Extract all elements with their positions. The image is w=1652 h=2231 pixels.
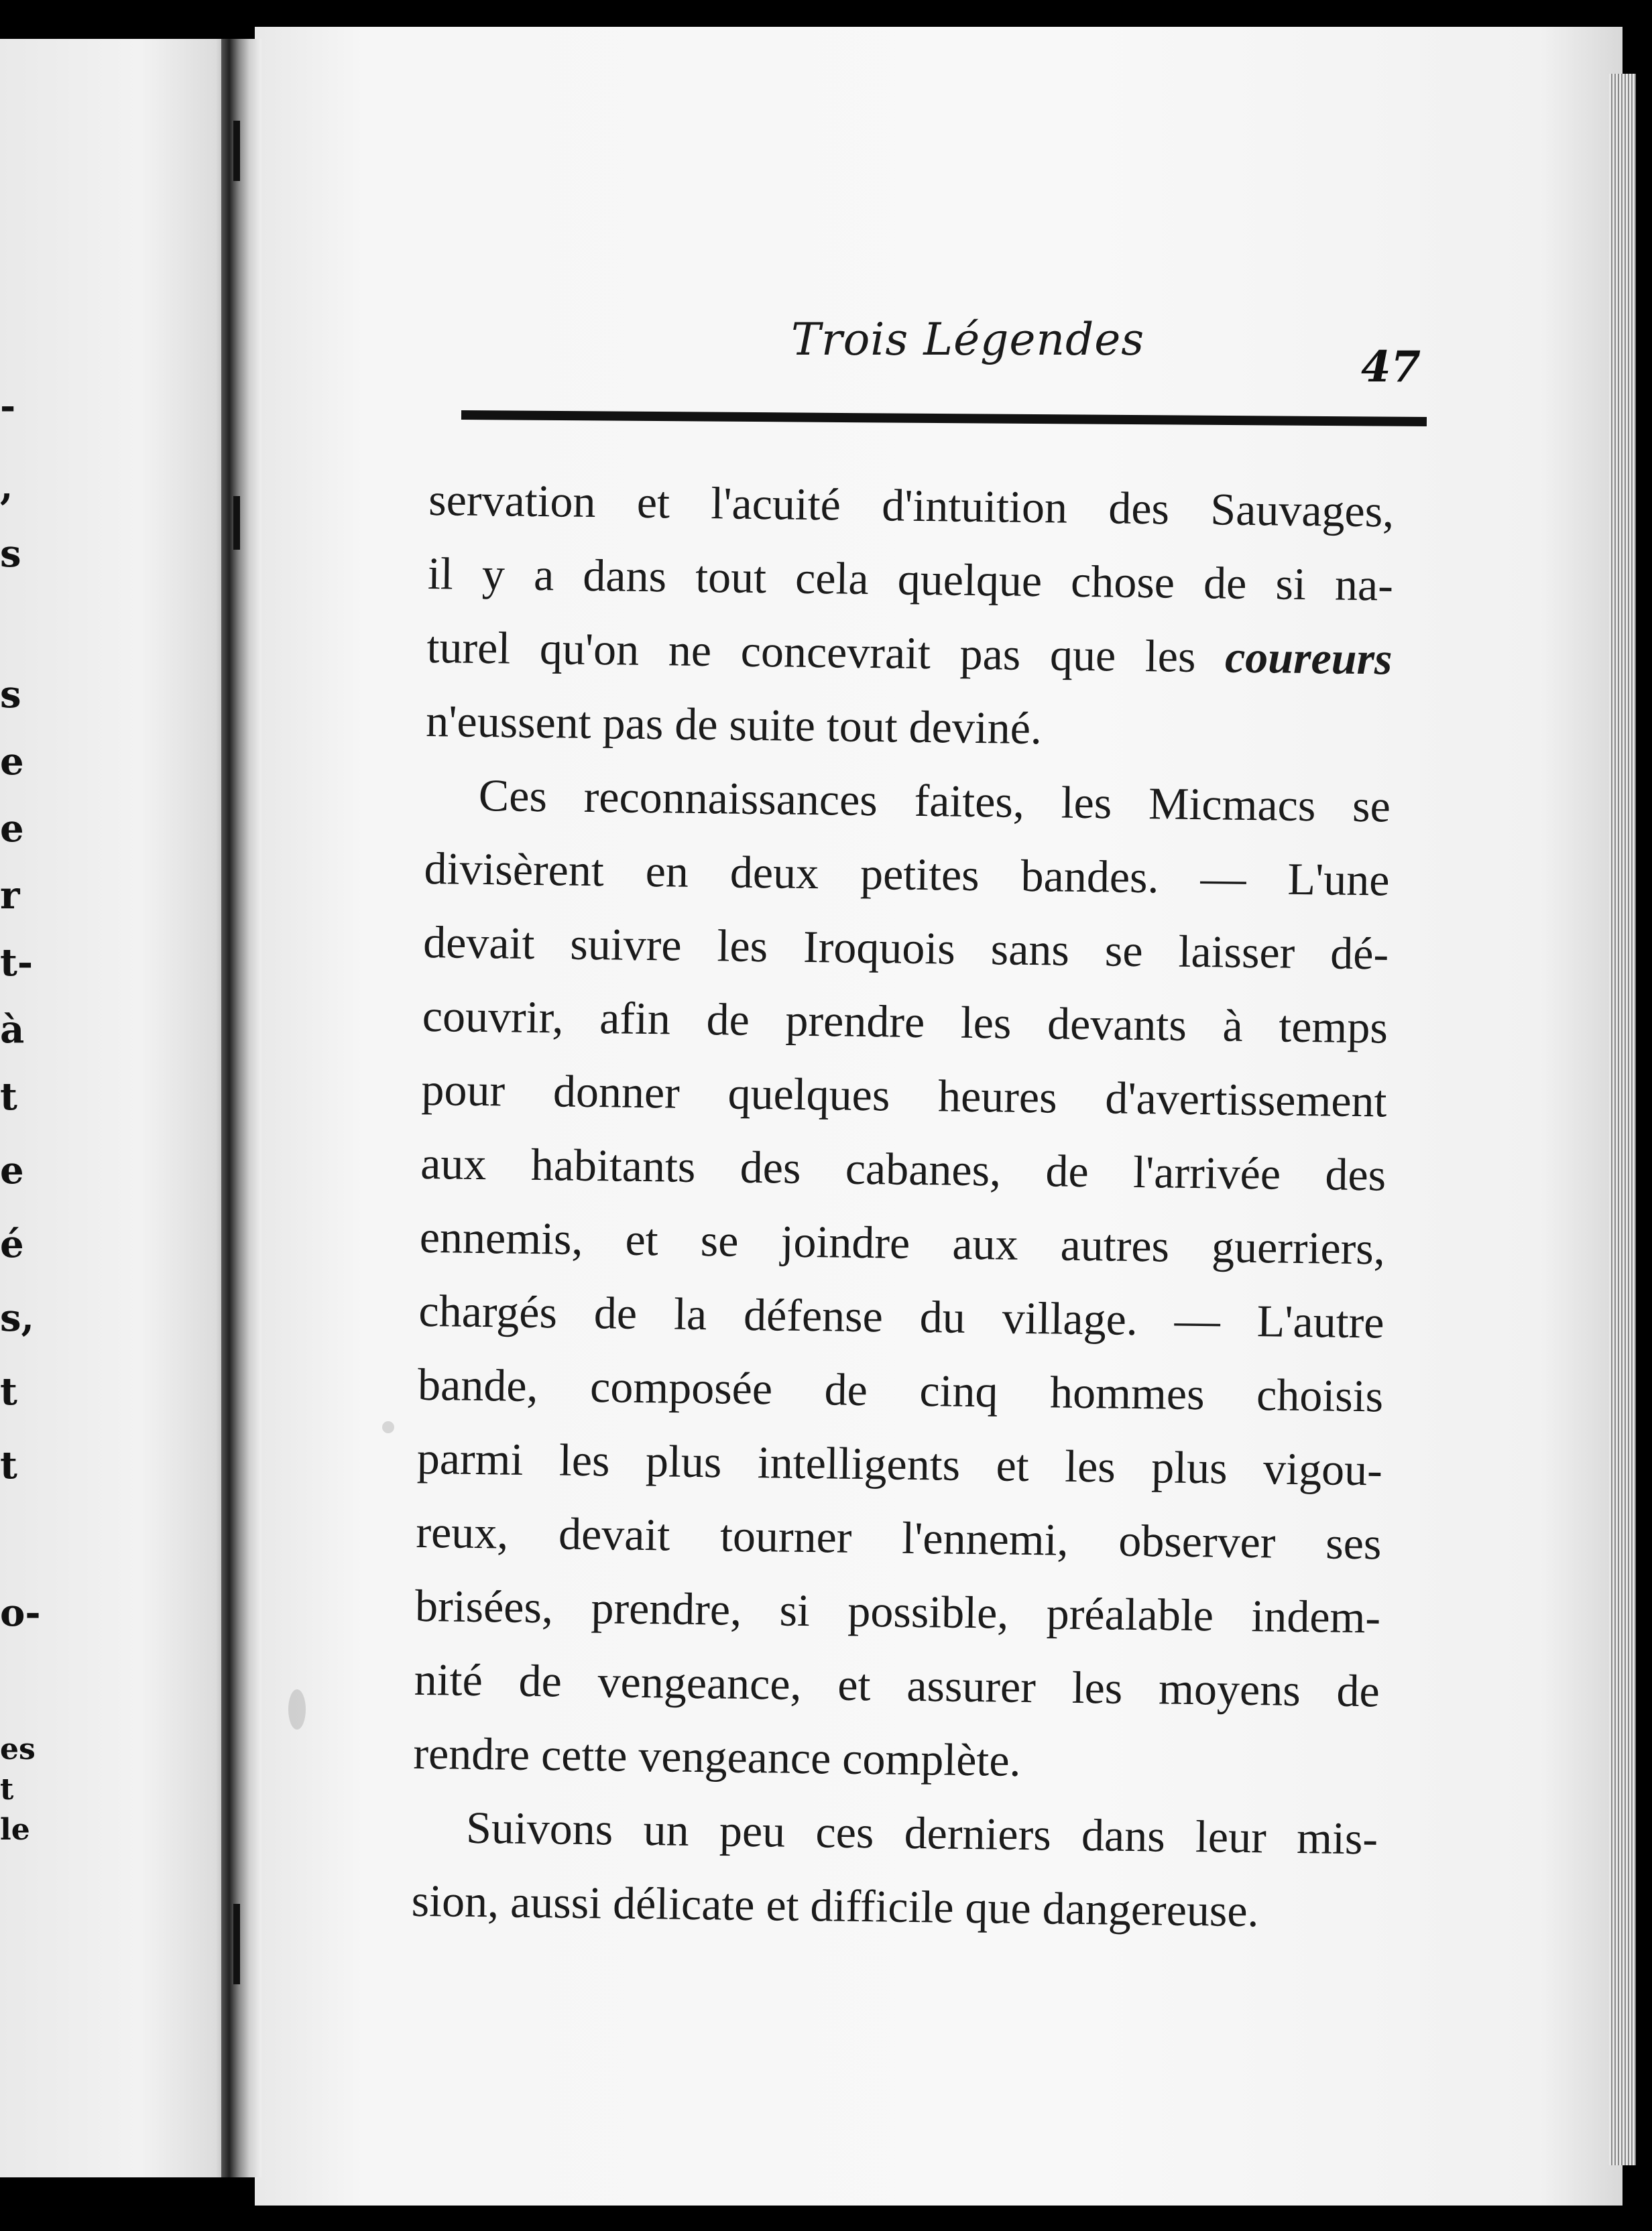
text-line: ennemis, et se joindre aux autres guerriers, (419, 1211, 1386, 1274)
text-line: parmi les plus intelligents et les plus vigou- (416, 1432, 1383, 1496)
left-fragment: s (0, 532, 21, 576)
left-fragment: t (0, 1075, 17, 1119)
left-fragment: o- (0, 1591, 41, 1635)
left-fragment: t- (0, 941, 34, 985)
text-line: devait suivre les Iroquois sans se laisser dé- (422, 916, 1389, 979)
binding-thread (233, 1904, 240, 1984)
left-fragment: - (0, 384, 16, 428)
text-line: Ces reconnaissances faites, les Micmacs se (478, 769, 1391, 832)
left-fragment: e (0, 739, 24, 784)
text-line: couvrir, afin de prendre les devants à temps (422, 989, 1389, 1053)
text-run: turel qu'on ne concevrait pas que les (426, 621, 1226, 682)
text-line: aux habitants des cabanes, de l'arrivée des (420, 1137, 1386, 1201)
left-fragment: s (0, 672, 21, 717)
left-fragment: es (0, 1732, 36, 1766)
left-fragment: e (0, 1148, 24, 1193)
binding-thread (233, 121, 240, 181)
text-line: servation et l'acuité d'intuition des Sauvages, (428, 473, 1395, 537)
left-facing-page (0, 39, 235, 2177)
left-fragment: à (0, 1008, 25, 1052)
left-fragment: s, (0, 1296, 35, 1340)
left-fragment: é (0, 1222, 24, 1266)
page-number: 47 (1361, 342, 1421, 392)
text-line: sion, aussi délicate et difficile que dangereuse. (411, 1874, 1260, 1937)
text-line: divisèrent en deux petites bandes. — L'une (424, 842, 1390, 906)
left-fragment: , (0, 465, 13, 509)
text-line: pour donner quelques heures d'avertissement (421, 1063, 1387, 1127)
text-line: chargés de la défense du village. — L'autre (418, 1284, 1384, 1348)
text-line: bande, composée de cinq hommes choisis (417, 1358, 1384, 1422)
left-page-cropped-text (0, 39, 40, 2177)
left-fragment: t (0, 1443, 17, 1488)
text-line: reux, devait tourner l'ennemi, observer ses (416, 1506, 1382, 1569)
left-fragment: r (0, 873, 20, 918)
body-text (411, 463, 1395, 1949)
text-line (426, 610, 1393, 696)
left-fragment: le (0, 1813, 30, 1847)
text-line: n'eussent pas de suite tout deviné. (425, 695, 1043, 754)
left-fragment: t (0, 1370, 17, 1414)
left-fragment: t (0, 1772, 14, 1807)
running-head: Trois Légendes (791, 314, 1145, 365)
book-gutter (221, 39, 261, 2177)
text-line: nité de vengeance, et assurer les moyens de (414, 1653, 1380, 1717)
binding-thread (233, 496, 240, 550)
text-line: brisées, prendre, si possible, préalable indem- (414, 1579, 1381, 1643)
paper-speck (382, 1421, 394, 1433)
page-edge-stack (1609, 74, 1636, 2165)
left-fragment: e (0, 806, 24, 851)
text-line: rendre cette vengeance complète. (413, 1727, 1022, 1786)
italic-word: coureurs (1224, 631, 1393, 684)
text-line: Suivons un peu ces derniers dans leur mis- (465, 1801, 1378, 1864)
text-line: il y a dans tout cela quelque chose de si na- (427, 547, 1394, 611)
paper-speck (288, 1689, 306, 1730)
